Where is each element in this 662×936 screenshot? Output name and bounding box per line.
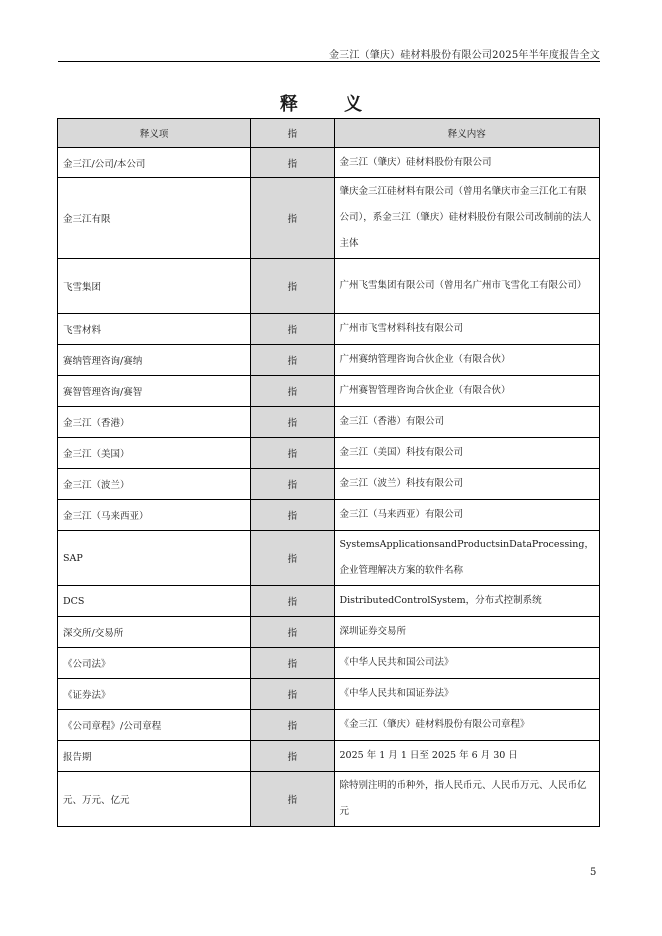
row-desc: 金三江（波兰）科技有限公司 [334, 469, 599, 500]
row-mid: 指 [251, 469, 334, 500]
row-desc: 《金三江（肇庆）硅材料股份有限公司章程》 [334, 710, 599, 741]
row-term: 元、万元、亿元 [58, 772, 251, 827]
table-row [58, 531, 600, 586]
row-term: 赛纳管理咨询/赛纳 [58, 345, 251, 376]
row-mid: 指 [251, 710, 334, 741]
row-mid: 指 [251, 178, 334, 259]
header-mid: 指 [251, 119, 334, 148]
row-term: 金三江（波兰） [58, 469, 251, 500]
row-desc: 广州飞雪集团有限公司（曾用名广州市飞雪化工有限公司） [334, 259, 599, 314]
table-row [58, 741, 600, 772]
row-desc: 肇庆金三江硅材料有限公司（曾用名肇庆市金三江化工有限公司），系金三江（肇庆）硅材料股份有限公司改制前的法人主体 [334, 178, 599, 259]
row-desc: 金三江（美国）科技有限公司 [334, 438, 599, 469]
row-term: 金三江/公司/本公司 [58, 148, 251, 178]
row-term: 金三江（马来西亚） [58, 500, 251, 531]
row-term: 《公司法》 [58, 648, 251, 679]
header-term: 释义项 [58, 119, 251, 148]
table-row [58, 148, 600, 178]
table-row [58, 438, 600, 469]
row-mid: 指 [251, 741, 334, 772]
row-term: 深交所/交易所 [58, 617, 251, 648]
row-mid: 指 [251, 586, 334, 617]
row-mid: 指 [251, 679, 334, 710]
row-desc: DistributedControlSystem，分布式控制系统 [334, 586, 599, 617]
row-term: SAP [58, 531, 251, 586]
row-mid: 指 [251, 531, 334, 586]
row-desc: 广州赛纳管理咨询合伙企业（有限合伙） [334, 345, 599, 376]
row-mid: 指 [251, 376, 334, 407]
row-desc: 除特别注明的币种外，指人民币元、人民币万元、人民币亿元 [334, 772, 599, 827]
row-mid: 指 [251, 407, 334, 438]
table-row [58, 376, 600, 407]
table-row [58, 259, 600, 314]
row-desc: 深圳证券交易所 [334, 617, 599, 648]
row-term: 金三江（香港） [58, 407, 251, 438]
row-term: 飞雪材料 [58, 314, 251, 345]
page-title: 释 义 [279, 94, 383, 115]
table-header-row [58, 119, 600, 148]
definitions-table [57, 118, 600, 827]
header-desc: 释义内容 [334, 119, 599, 148]
table-row [58, 679, 600, 710]
page-number: 5 [590, 867, 597, 878]
table-row [58, 772, 600, 827]
row-mid: 指 [251, 438, 334, 469]
table-row [58, 469, 600, 500]
table-row [58, 710, 600, 741]
row-term: 金三江（美国） [58, 438, 251, 469]
row-desc: 《中华人民共和国公司法》 [334, 648, 599, 679]
row-mid: 指 [251, 314, 334, 345]
row-mid: 指 [251, 500, 334, 531]
table-row [58, 314, 600, 345]
row-term: 飞雪集团 [58, 259, 251, 314]
row-desc: 广州赛智管理咨询合伙企业（有限合伙） [334, 376, 599, 407]
row-desc: 《中华人民共和国证券法》 [334, 679, 599, 710]
row-desc: 2025 年 1 月 1 日至 2025 年 6 月 30 日 [334, 741, 599, 772]
row-term: 报告期 [58, 741, 251, 772]
table-row [58, 178, 600, 259]
row-term: 《证券法》 [58, 679, 251, 710]
row-term: DCS [58, 586, 251, 617]
row-desc: 广州市飞雪材料科技有限公司 [334, 314, 599, 345]
row-mid: 指 [251, 772, 334, 827]
header-text: 金三江（肇庆）硅材料股份有限公司2025年半年度报告全文 [328, 50, 600, 61]
row-desc: SystemsApplicationsandProductsinDataProcessing，企业管理解决方案的软件名称 [334, 531, 599, 586]
row-mid: 指 [251, 148, 334, 178]
table-row [58, 586, 600, 617]
row-term: 赛智管理咨询/赛智 [58, 376, 251, 407]
page-header [58, 45, 600, 62]
row-mid: 指 [251, 345, 334, 376]
table-row [58, 407, 600, 438]
row-desc: 金三江（马来西亚）有限公司 [334, 500, 599, 531]
row-desc: 金三江（肇庆）硅材料股份有限公司 [334, 148, 599, 178]
table-row [58, 345, 600, 376]
row-desc: 金三江（香港）有限公司 [334, 407, 599, 438]
row-mid: 指 [251, 648, 334, 679]
row-term: 《公司章程》/公司章程 [58, 710, 251, 741]
table-row [58, 617, 600, 648]
table-row [58, 500, 600, 531]
row-mid: 指 [251, 259, 334, 314]
table-row [58, 648, 600, 679]
row-mid: 指 [251, 617, 334, 648]
row-term: 金三江有限 [58, 178, 251, 259]
